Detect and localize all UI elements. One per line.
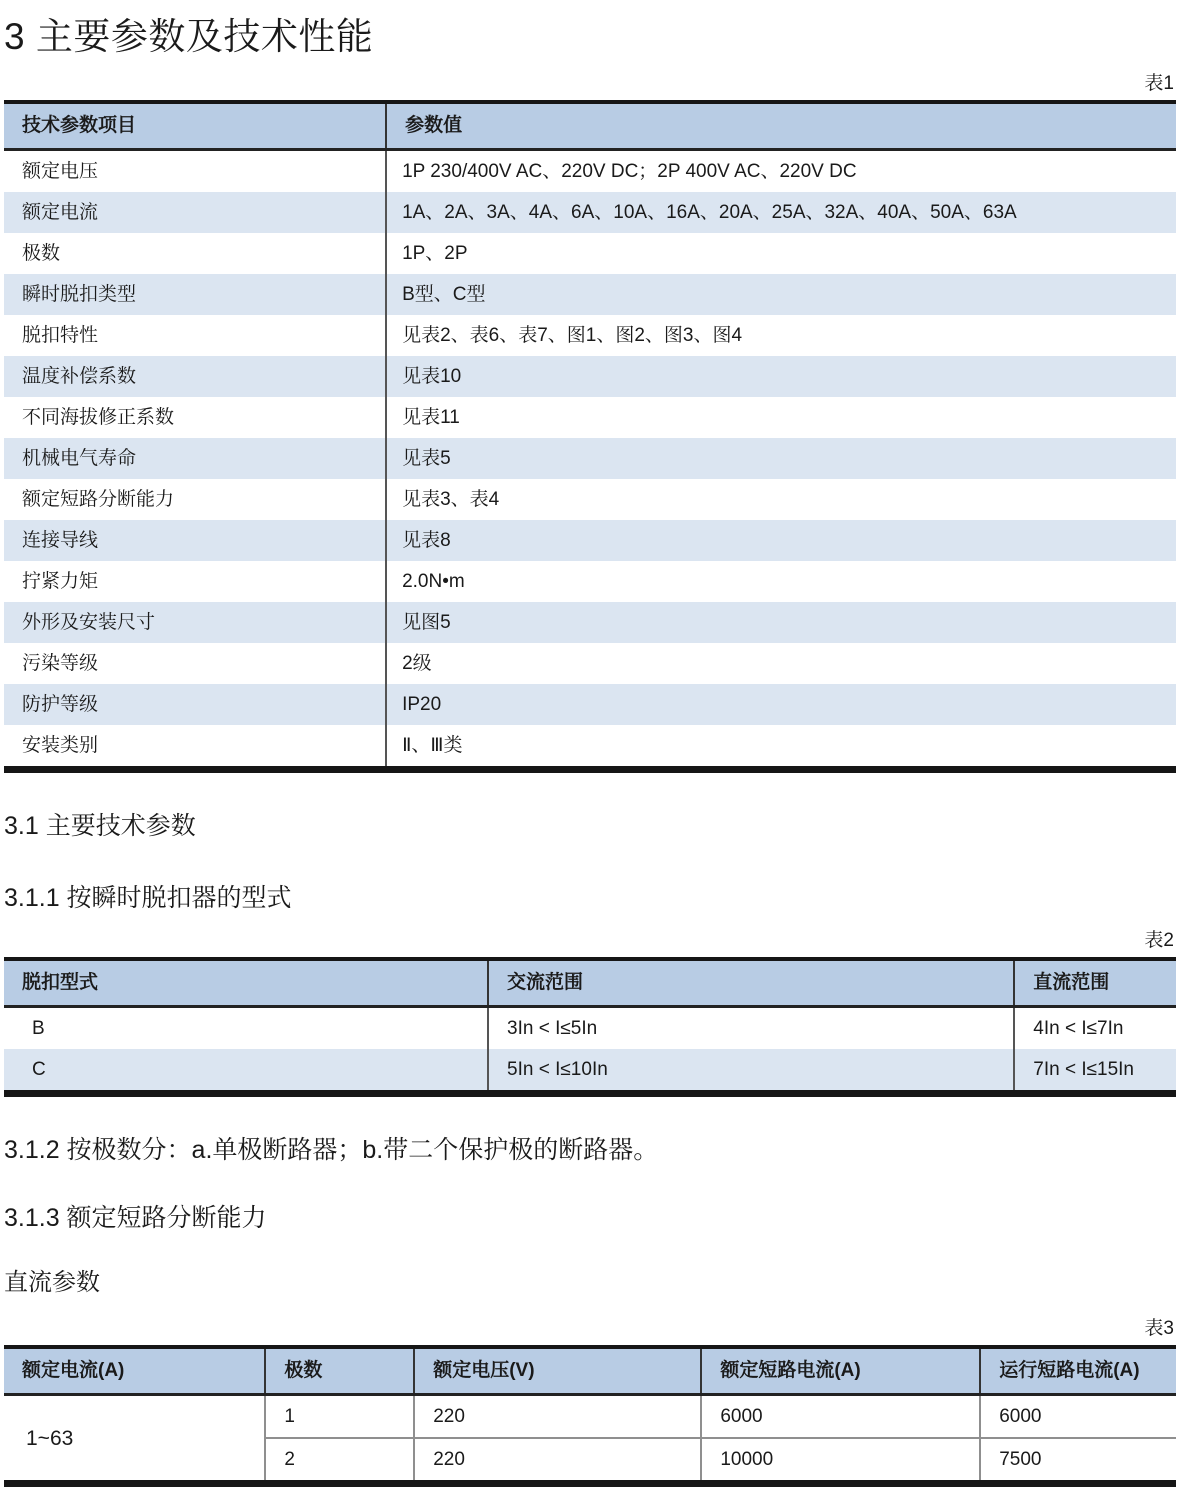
section-heading-3-1: 3.1 主要技术参数 bbox=[4, 812, 196, 840]
subsection-dc-parameters: 直流参数 bbox=[4, 1269, 100, 1296]
param-value-cell: 见表10 bbox=[402, 366, 462, 387]
param-name-cell: 额定电流 bbox=[4, 192, 386, 233]
table3-caption: 表3 bbox=[1144, 1318, 1174, 1339]
param-value-cell: 1P、2P bbox=[402, 243, 468, 264]
table-row bbox=[4, 561, 1176, 602]
param-name-cell: 防护等级 bbox=[4, 684, 386, 725]
param-value-cell: 见图5 bbox=[402, 612, 451, 633]
param-value-cell: 见表5 bbox=[402, 448, 451, 469]
param-name-cell: 安装类别 bbox=[4, 725, 386, 766]
section-heading-3-1-3: 3.1.3 额定短路分断能力 bbox=[4, 1204, 267, 1232]
column-header-rated-short-circuit-current: 额定短路电流(A) bbox=[701, 1347, 980, 1395]
table-row bbox=[4, 438, 1176, 479]
table2-header-row bbox=[4, 959, 1176, 1007]
column-header-parameter-item: 技术参数项目 bbox=[4, 102, 386, 150]
param-name-cell: 机械电气寿命 bbox=[4, 438, 386, 479]
param-value-cell: Ⅱ、Ⅲ类 bbox=[402, 735, 463, 756]
table-row bbox=[4, 1395, 1176, 1439]
table-row bbox=[4, 684, 1176, 725]
rated-voltage-cell: 220 bbox=[414, 1395, 701, 1439]
column-header-poles: 极数 bbox=[265, 1347, 414, 1395]
dc-range-cell: 7In < I≤15In bbox=[1033, 1059, 1135, 1080]
table-row bbox=[4, 150, 1176, 193]
param-name-cell: 连接导线 bbox=[4, 520, 386, 561]
table-row bbox=[4, 192, 1176, 233]
table1-caption: 表1 bbox=[1144, 73, 1174, 94]
table-row bbox=[4, 479, 1176, 520]
param-value-cell: 见表8 bbox=[402, 530, 451, 551]
trip-type-cell: B bbox=[4, 1007, 488, 1050]
trip-type-cell: C bbox=[4, 1049, 488, 1090]
table-row bbox=[4, 397, 1176, 438]
param-value-cell: 见表3、表4 bbox=[402, 489, 500, 510]
table-row bbox=[4, 274, 1176, 315]
column-header-service-short-circuit-current: 运行短路电流(A) bbox=[980, 1347, 1176, 1395]
table-row bbox=[4, 725, 1176, 766]
column-header-parameter-value: 参数值 bbox=[386, 102, 1176, 150]
table1-technical-parameters bbox=[4, 100, 1176, 766]
poles-cell: 1 bbox=[265, 1395, 414, 1439]
section-heading-3-1-1: 3.1.1 按瞬时脱扣器的型式 bbox=[4, 884, 292, 912]
param-value-cell: B型、C型 bbox=[402, 284, 486, 305]
service-short-circuit-current-cell: 6000 bbox=[980, 1395, 1176, 1439]
service-short-circuit-current-cell: 7500 bbox=[999, 1449, 1042, 1470]
column-header-trip-type: 脱扣型式 bbox=[4, 959, 488, 1007]
rated-voltage-cell: 220 bbox=[414, 1438, 701, 1480]
param-value-cell: IP20 bbox=[402, 694, 442, 715]
table3-header-row bbox=[4, 1347, 1176, 1395]
table-row bbox=[4, 1049, 1176, 1090]
dc-range-cell: 4In < I≤7In bbox=[1033, 1018, 1124, 1039]
param-name-cell: 外形及安装尺寸 bbox=[4, 602, 386, 643]
table2-bottom-rule bbox=[4, 1090, 1176, 1097]
table-row bbox=[4, 643, 1176, 684]
page-title: 3 主要参数及技术性能 bbox=[4, 16, 374, 57]
poles-cell: 2 bbox=[265, 1438, 414, 1480]
param-value-cell: 见表2、表6、表7、图1、图2、图3、图4 bbox=[402, 325, 743, 346]
table1-bottom-rule bbox=[4, 766, 1176, 773]
column-header-rated-current: 额定电流(A) bbox=[4, 1347, 265, 1395]
param-value-cell: 1A、2A、3A、4A、6A、10A、16A、20A、25A、32A、40A、50A、63A bbox=[402, 202, 1017, 223]
param-name-cell: 温度补偿系数 bbox=[4, 356, 386, 397]
param-name-cell: 脱扣特性 bbox=[4, 315, 386, 356]
table-row bbox=[4, 1007, 1176, 1050]
param-value-cell: 1P 230/400V AC、220V DC；2P 400V AC、220V DC bbox=[402, 161, 857, 182]
rated-short-circuit-current-cell: 6000 bbox=[701, 1395, 980, 1439]
section-heading-3-1-2: 3.1.2 按极数分：a.单极断路器；b.带二个保护极的断路器。 bbox=[4, 1136, 659, 1164]
table-row bbox=[4, 356, 1176, 397]
param-name-cell: 拧紧力矩 bbox=[4, 561, 386, 602]
param-name-cell: 不同海拔修正系数 bbox=[4, 397, 386, 438]
table2-caption: 表2 bbox=[1144, 930, 1174, 951]
param-value-cell: 见表11 bbox=[402, 407, 460, 428]
column-header-rated-voltage: 额定电压(V) bbox=[414, 1347, 701, 1395]
rated-current-range-cell: 1~63 bbox=[4, 1395, 265, 1481]
param-name-cell: 极数 bbox=[4, 233, 386, 274]
param-value-cell: 2级 bbox=[402, 653, 432, 674]
table2-trip-type bbox=[4, 957, 1176, 1090]
rated-short-circuit-current-cell: 10000 bbox=[701, 1438, 980, 1480]
column-header-dc-range: 直流范围 bbox=[1014, 959, 1176, 1007]
param-name-cell: 瞬时脱扣类型 bbox=[4, 274, 386, 315]
table1-header-row bbox=[4, 102, 1176, 150]
table-row bbox=[4, 233, 1176, 274]
table-row bbox=[4, 602, 1176, 643]
column-header-ac-range: 交流范围 bbox=[488, 959, 1014, 1007]
ac-range-cell: 5In < I≤10In bbox=[488, 1049, 1014, 1090]
table-row bbox=[4, 315, 1176, 356]
table-row bbox=[4, 520, 1176, 561]
table3-bottom-rule bbox=[4, 1480, 1176, 1487]
param-name-cell: 额定短路分断能力 bbox=[4, 479, 386, 520]
ac-range-cell: 3In < I≤5In bbox=[488, 1007, 1014, 1050]
param-name-cell: 额定电压 bbox=[4, 150, 386, 193]
param-value-cell: 2.0N•m bbox=[402, 571, 465, 592]
param-name-cell: 污染等级 bbox=[4, 643, 386, 684]
table3-dc-breaking-capacity bbox=[4, 1345, 1176, 1480]
